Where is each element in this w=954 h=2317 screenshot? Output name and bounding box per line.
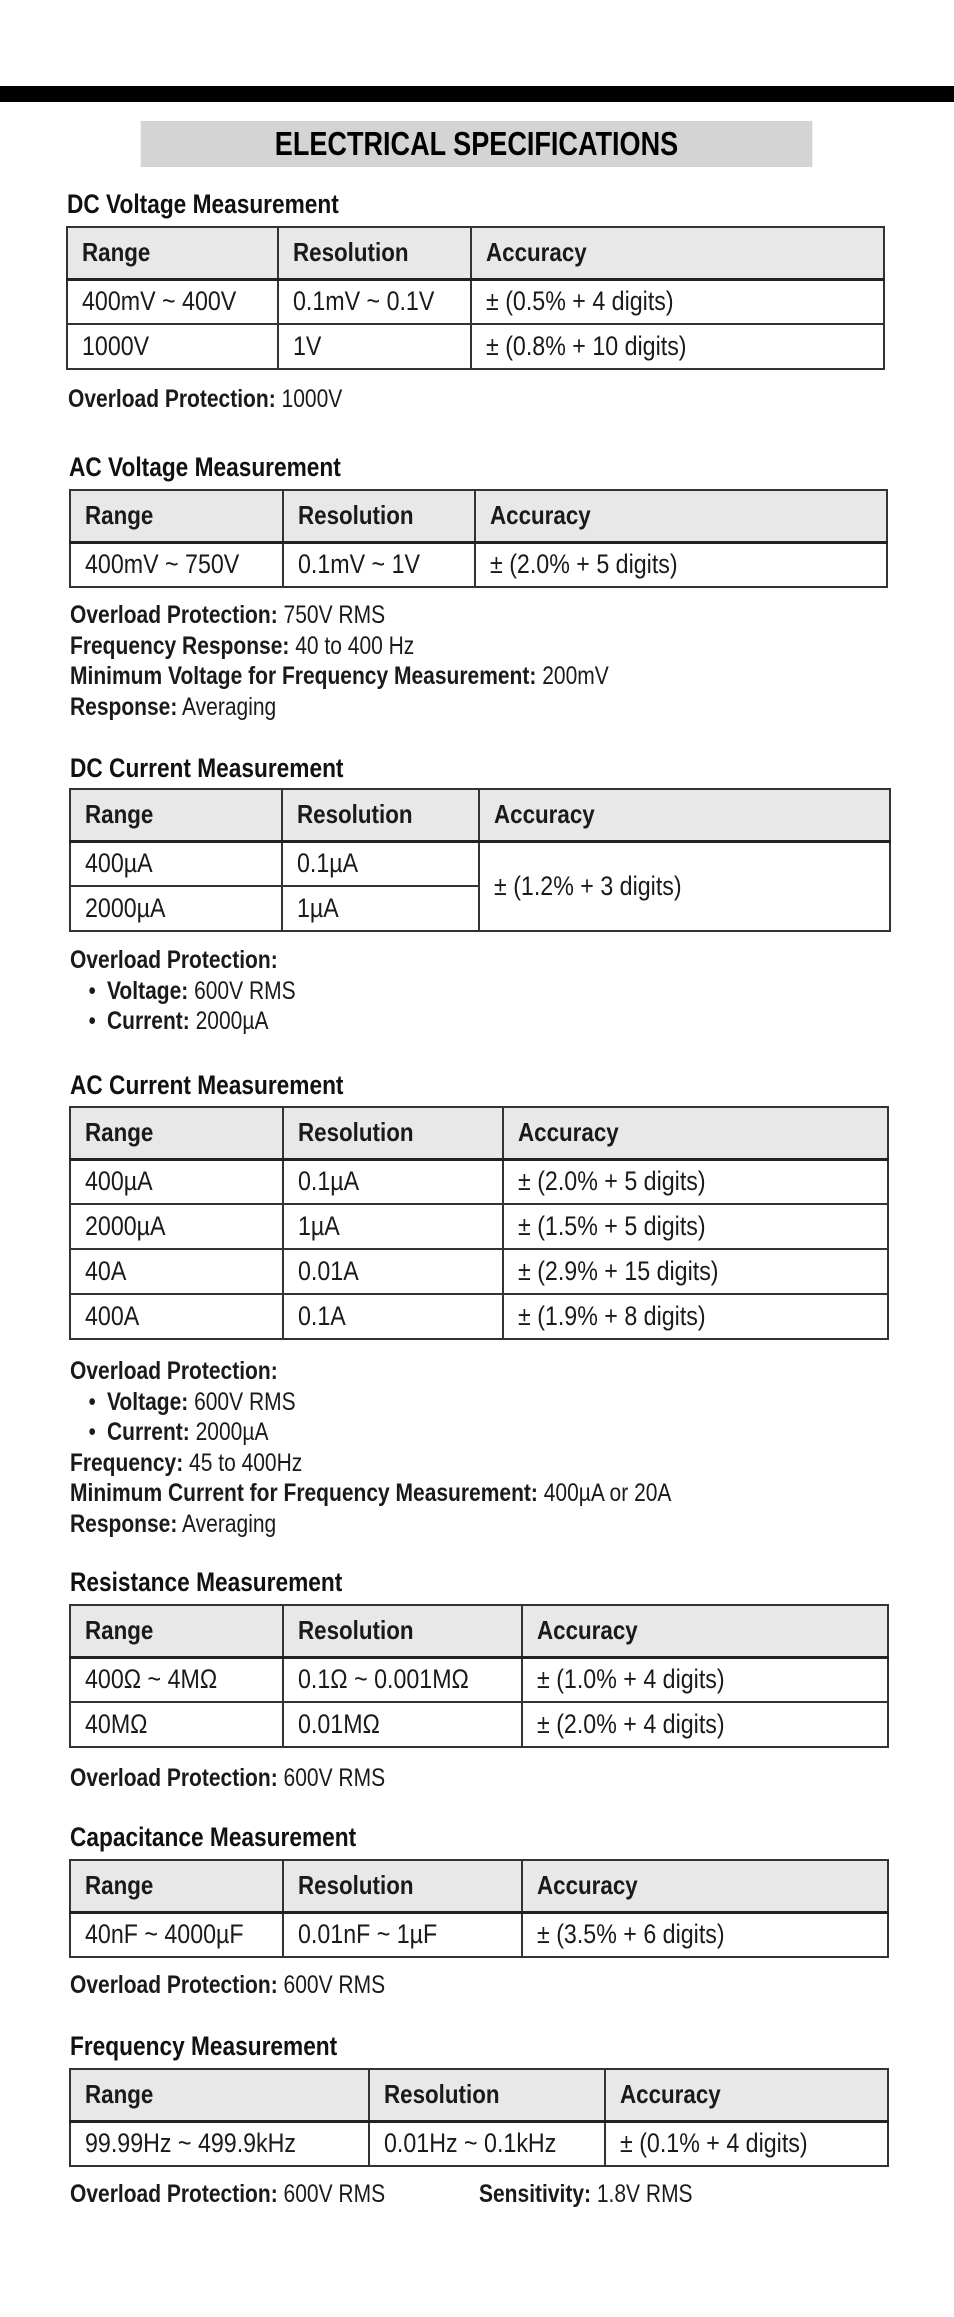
table-row [67,324,884,369]
dc-voltage-table [66,226,885,370]
resistance-heading: Resistance Measurement [70,1567,343,1597]
range-cell: 1000V [67,324,278,369]
accuracy-cell: ± (2.9% + 15 digits) [503,1249,888,1294]
note-line: Response: Averaging [70,1509,277,1538]
top-rule [0,86,954,102]
table-header-row [70,490,887,542]
range-cell: 400A [70,1294,283,1339]
range-cell: 400mV ~ 400V [67,279,278,324]
col-header-range: Range [67,227,278,279]
table-row [70,1294,888,1339]
note-line: Overload Protection: 600V RMS [70,1971,386,1999]
range-cell: 40A [70,1249,283,1294]
note-bullet: • Voltage: 600V RMS [70,1387,671,1418]
ac-voltage-table [69,489,888,588]
range-cell: 2000µA [70,1204,283,1249]
resistance-table [69,1604,889,1748]
ac-voltage-heading: AC Voltage Measurement [69,452,341,482]
ac-current-heading: AC Current Measurement [70,1070,344,1100]
accuracy-cell: ± (0.5% + 4 digits) [471,279,884,324]
resistance-notes [70,1763,385,1794]
capacitance-heading: Capacitance Measurement [70,1822,357,1852]
page-title: ELECTRICAL SPECIFICATIONS [141,121,813,167]
table-header-row [70,1605,888,1657]
table-header-row [67,227,884,279]
note-line: Overload Protection: 1000V [68,385,343,413]
col-header-range: Range [70,2069,369,2121]
note-line: Response: Averaging [70,692,277,721]
accuracy-cell: ± (1.5% + 5 digits) [503,1204,888,1249]
dc-current-notes [70,945,296,1037]
table-row [70,1912,888,1957]
accuracy-cell: ± (2.0% + 5 digits) [503,1159,888,1204]
table-header-row [70,2069,888,2121]
table-header-row [70,1860,888,1912]
capacitance-notes [70,1970,385,2001]
col-header-range: Range [70,1860,283,1912]
accuracy-cell: ± (3.5% + 6 digits) [522,1912,888,1957]
table-header-row [70,789,890,841]
resolution-cell: 0.01Hz ~ 0.1kHz [369,2121,605,2166]
resolution-cell: 0.01A [283,1249,503,1294]
resolution-cell: 1µA [283,1204,503,1249]
col-header-accuracy: Accuracy [479,789,890,841]
col-header-accuracy: Accuracy [475,490,887,542]
note-line: Overload Protection: [70,946,278,974]
resolution-cell: 0.01nF ~ 1µF [283,1912,522,1957]
col-header-resolution: Resolution [283,1860,522,1912]
col-header-range: Range [70,490,283,542]
frequency-heading: Frequency Measurement [70,2031,338,2061]
accuracy-cell: ± (2.0% + 4 digits) [522,1702,888,1747]
col-header-accuracy: Accuracy [605,2069,888,2121]
col-header-range: Range [70,1107,283,1159]
resolution-cell: 0.1Ω ~ 0.001MΩ [283,1657,522,1702]
range-cell: 400mV ~ 750V [70,542,283,587]
resolution-cell: 0.1µA [282,841,479,886]
col-header-resolution: Resolution [283,1605,522,1657]
col-header-resolution: Resolution [283,490,475,542]
range-cell: 40nF ~ 4000µF [70,1912,283,1957]
range-cell: 2000µA [70,886,282,931]
note-line: Frequency: 45 to 400Hz [70,1448,303,1477]
accuracy-cell: ± (1.0% + 4 digits) [522,1657,888,1702]
ac-current-notes [70,1356,671,1539]
table-row [70,2121,888,2166]
dc-voltage-heading: DC Voltage Measurement [67,189,339,219]
ac-voltage-notes [70,600,609,722]
resolution-cell: 0.1µA [283,1159,503,1204]
note-line: Overload Protection: 600V RMS [70,2180,386,2208]
resolution-cell: 1V [278,324,471,369]
table-row [70,542,887,587]
col-header-accuracy: Accuracy [471,227,884,279]
col-header-accuracy: Accuracy [522,1860,888,1912]
note-line: Overload Protection: 600V RMS [70,1764,386,1792]
capacitance-table [69,1859,889,1958]
frequency-overload-note [70,2179,385,2210]
note-line: Overload Protection: [70,1357,278,1385]
note-bullet: • Voltage: 600V RMS [70,976,296,1007]
range-cell: 40MΩ [70,1702,283,1747]
frequency-table [69,2068,889,2167]
dc-current-table [69,788,891,932]
col-header-resolution: Resolution [278,227,471,279]
table-row [70,1702,888,1747]
resolution-cell: 0.1A [283,1294,503,1339]
accuracy-cell: ± (0.8% + 10 digits) [471,324,884,369]
note-line: Overload Protection: 750V RMS [70,601,386,629]
frequency-sensitivity-note [479,2179,693,2210]
col-header-accuracy: Accuracy [503,1107,888,1159]
table-row [70,1204,888,1249]
range-cell: 400Ω ~ 4MΩ [70,1657,283,1702]
table-row [70,1657,888,1702]
dc-voltage-notes [68,384,342,415]
accuracy-cell: ± (2.0% + 5 digits) [475,542,887,587]
resolution-cell: 1µA [282,886,479,931]
note-line: Sensitivity: 1.8V RMS [479,2180,693,2208]
col-header-accuracy: Accuracy [522,1605,888,1657]
table-header-row [70,1107,888,1159]
col-header-resolution: Resolution [282,789,479,841]
resolution-cell: 0.1mV ~ 0.1V [278,279,471,324]
accuracy-cell: ± (1.2% + 3 digits) [479,841,890,931]
ac-current-table [69,1106,889,1340]
range-cell: 400µA [70,1159,283,1204]
col-header-resolution: Resolution [283,1107,503,1159]
table-row [67,279,884,324]
col-header-range: Range [70,1605,283,1657]
col-header-range: Range [70,789,282,841]
table-row [70,1159,888,1204]
note-line: Frequency Response: 40 to 400 Hz [70,631,415,660]
note-line: Minimum Voltage for Frequency Measurement: 200mV [70,662,609,690]
accuracy-cell: ± (0.1% + 4 digits) [605,2121,888,2166]
dc-current-heading: DC Current Measurement [70,753,344,783]
col-header-resolution: Resolution [369,2069,605,2121]
resolution-cell: 0.1mV ~ 1V [283,542,475,587]
note-bullet: • Current: 2000µA [70,1006,296,1037]
table-row [70,1249,888,1294]
note-line: Minimum Current for Frequency Measurement: 400µA or 20A [70,1479,672,1507]
resolution-cell: 0.01MΩ [283,1702,522,1747]
table-row [70,841,890,886]
range-cell: 99.99Hz ~ 499.9kHz [70,2121,369,2166]
accuracy-cell: ± (1.9% + 8 digits) [503,1294,888,1339]
note-bullet: • Current: 2000µA [70,1417,671,1448]
range-cell: 400µA [70,841,282,886]
